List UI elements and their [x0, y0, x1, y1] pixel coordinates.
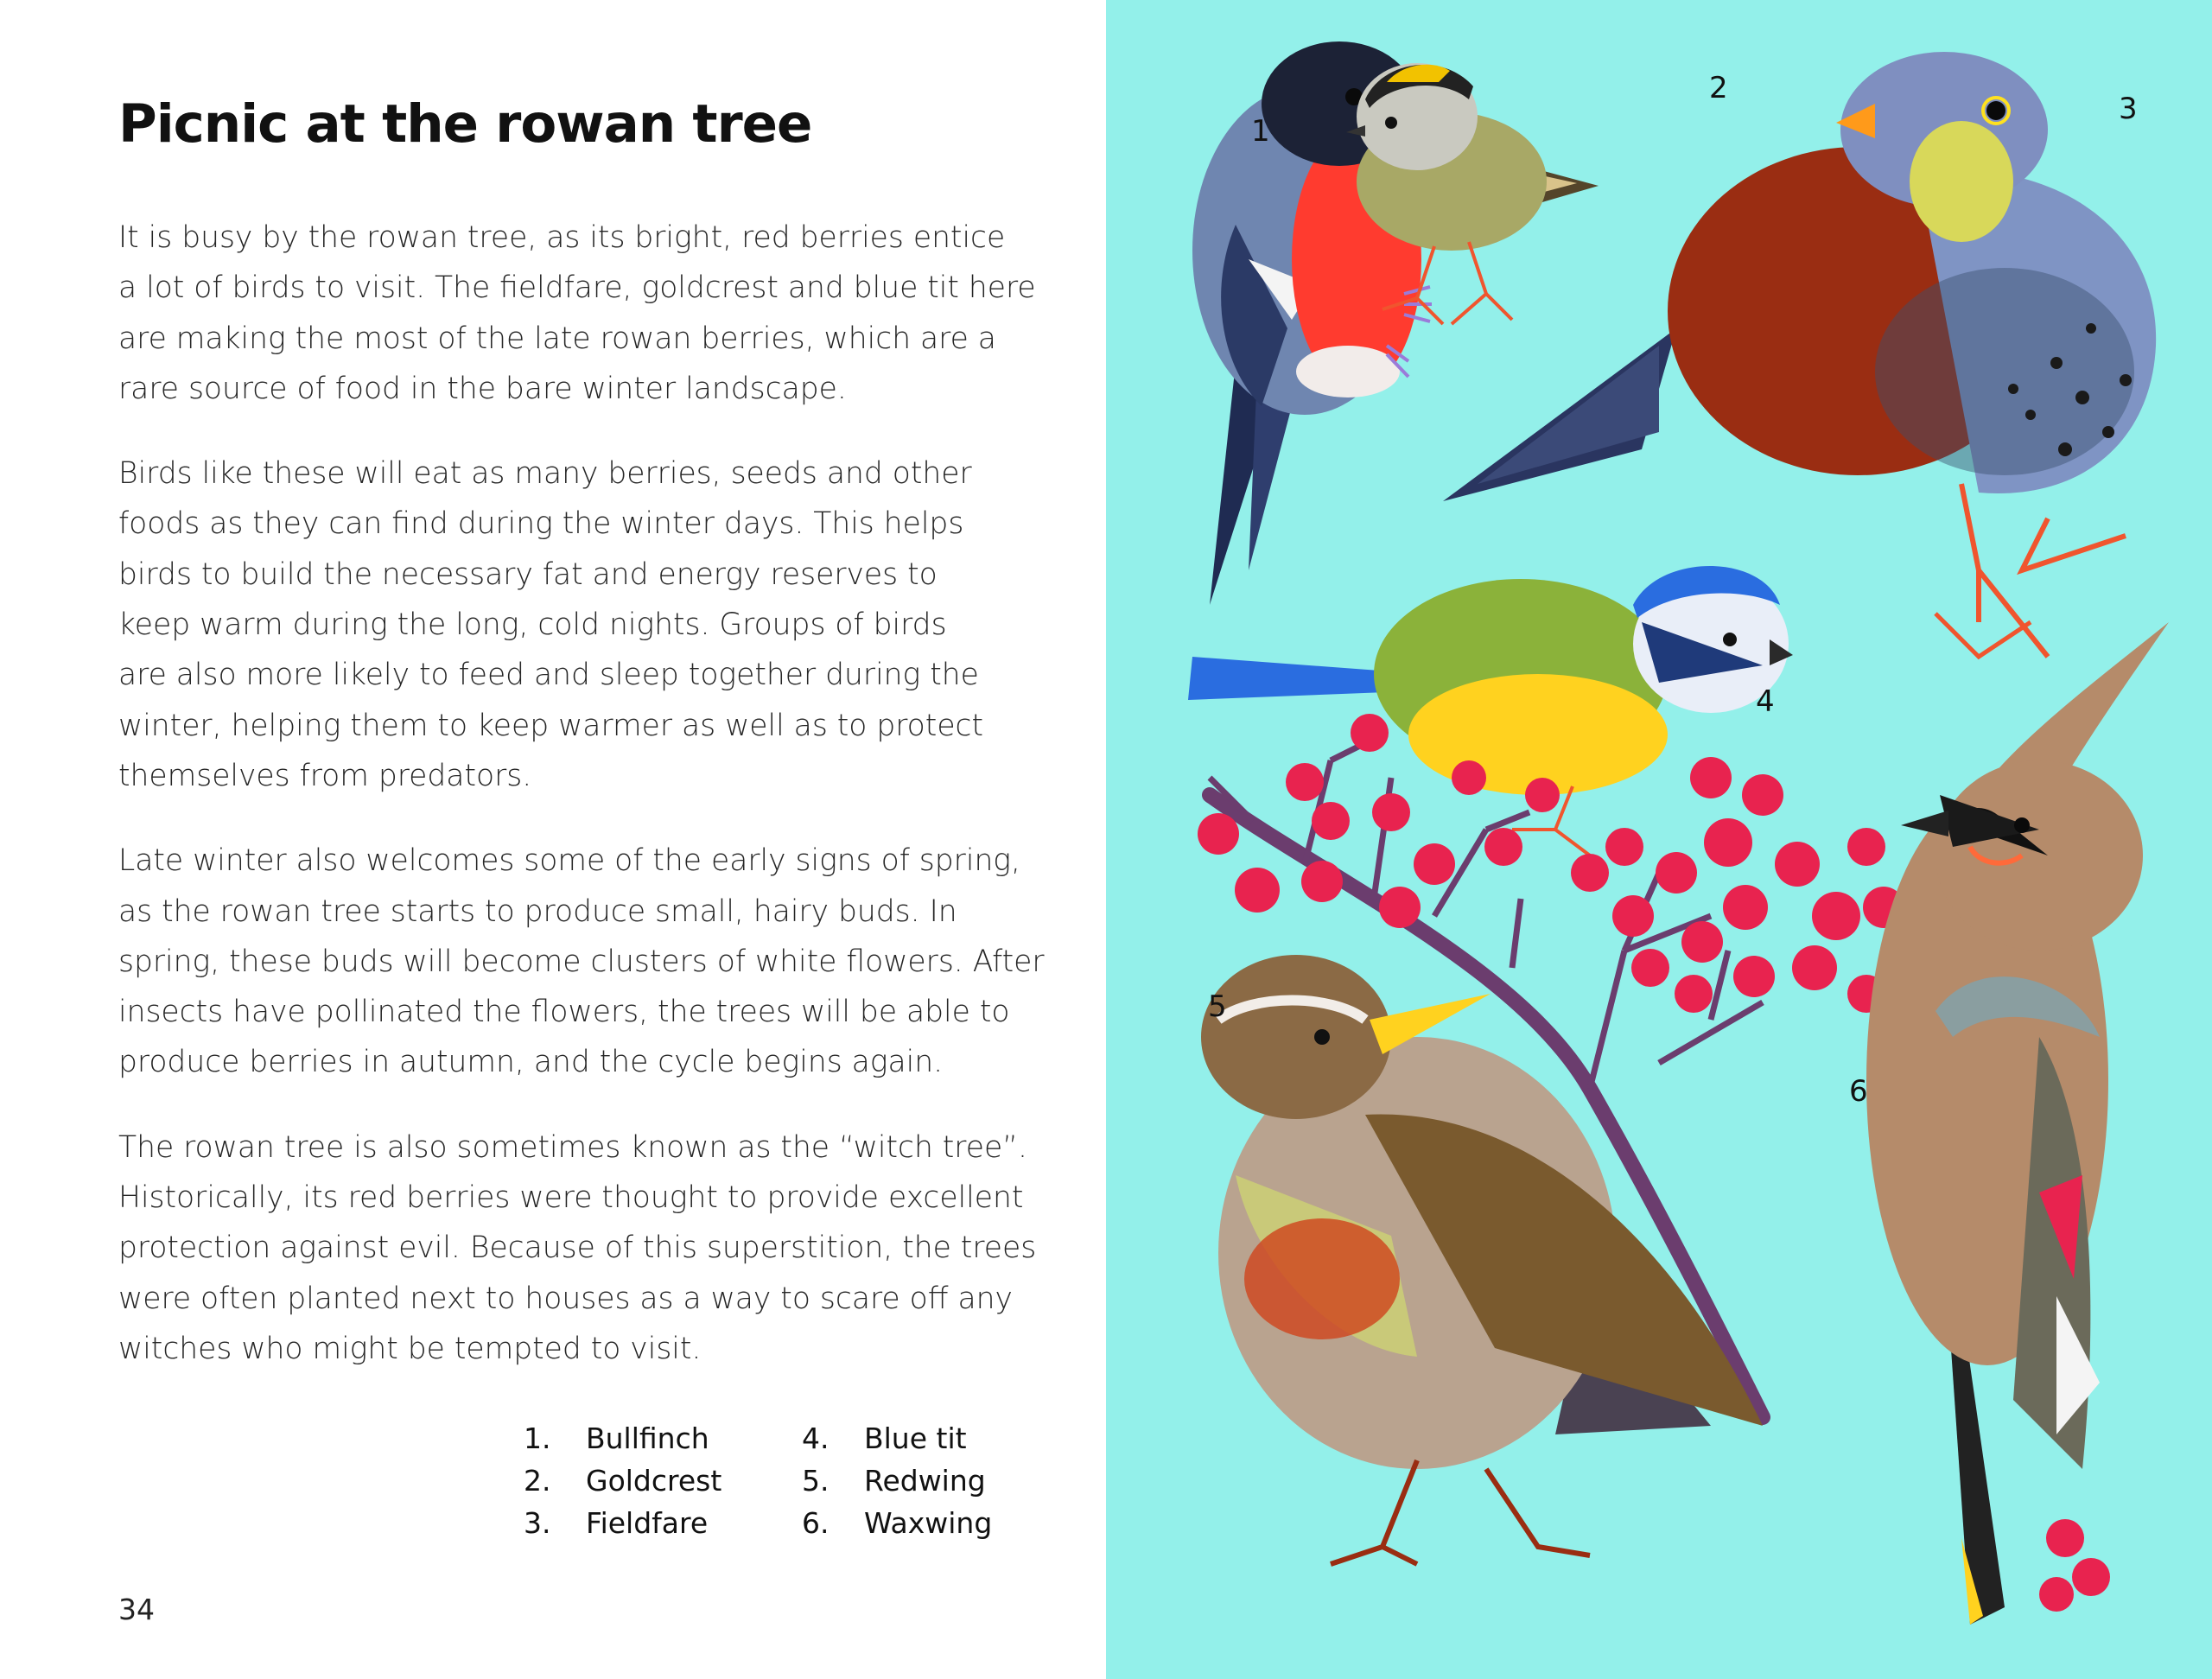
legend-number: 1.	[524, 1421, 551, 1455]
text-line: Birds like these will eat as many berries, seeds and other	[118, 456, 972, 492]
page-title: Picnic at the rowan tree	[118, 93, 812, 155]
legend-item	[802, 1506, 992, 1549]
waxwing-bird	[1866, 622, 2169, 1625]
text-line: birds to build the necessary fat and energy reserves to	[118, 556, 938, 592]
legend-number: 6.	[802, 1506, 830, 1540]
text-line: The rowan tree is also sometimes known as the “witch tree”.	[118, 1129, 1028, 1165]
paragraph-1	[118, 213, 1036, 414]
text-line: themselves from predators.	[118, 758, 532, 793]
text-line: are also more likely to feed and sleep together during the	[118, 658, 979, 693]
paragraph-2	[118, 448, 1026, 801]
text-line: spring, these buds will become clusters of white flowers. After	[118, 944, 1045, 979]
body-text	[118, 213, 1045, 1409]
legend-name: Bullfinch	[586, 1421, 709, 1455]
legend-name: Waxwing	[864, 1506, 993, 1540]
paragraph-3	[118, 836, 1045, 1087]
legend-item	[802, 1421, 992, 1464]
text-line: produce berries in autumn, and the cycle begins again.	[118, 1045, 944, 1080]
bird-label-6: 6	[1849, 1074, 1868, 1109]
legend-name: Fieldfare	[586, 1506, 709, 1540]
legend-number: 5.	[802, 1464, 830, 1498]
bird-legend-column-2	[802, 1421, 992, 1549]
legend-name: Blue tit	[864, 1421, 967, 1455]
text-line: protection against evil. Because of this superstition, the trees	[118, 1231, 1037, 1266]
bird-illustration	[1106, 0, 2212, 1679]
paragraph-4	[118, 1123, 1037, 1374]
legend-number: 3.	[524, 1506, 551, 1540]
text-line: witches who might be tempted to visit.	[118, 1331, 702, 1366]
legend-number: 4.	[802, 1421, 830, 1455]
bird-legend-column-1	[524, 1421, 721, 1549]
text-line: It is busy by the rowan tree, as its bright, red berries entice	[118, 220, 1006, 255]
text-line: as the rowan tree starts to produce small, hairy buds. In	[118, 894, 957, 929]
legend-item	[524, 1421, 721, 1464]
page-number: 34	[118, 1593, 155, 1626]
text-line: were often planted next to houses as a way to scare off any	[118, 1281, 1013, 1316]
bird-label-3: 3	[2119, 92, 2138, 126]
text-line: are making the most of the late rowan berries, which are a	[118, 321, 996, 356]
legend-name: Redwing	[864, 1464, 986, 1498]
text-line: keep warm during the long, cold nights. Groups of birds	[118, 607, 947, 643]
legend-number: 2.	[524, 1464, 551, 1498]
text-line: Historically, its red berries were thought to provide excellent	[118, 1180, 1024, 1216]
legend-name: Goldcrest	[586, 1464, 722, 1498]
bird-label-1: 1	[1251, 114, 1270, 149]
legend-item	[524, 1506, 721, 1549]
illustration-canvas	[1106, 0, 2212, 1679]
text-line: foods as they can find during the winter days. This helps	[118, 506, 964, 542]
text-line: Late winter also welcomes some of the early signs of spring,	[118, 843, 1020, 879]
legend-item	[802, 1464, 992, 1506]
legend-item	[524, 1464, 721, 1506]
fieldfare-bird	[1443, 52, 2156, 657]
text-line: insects have pollinated the flowers, the trees will be able to	[118, 995, 1010, 1030]
blue-tit-bird	[1188, 566, 1793, 855]
text-line: a lot of birds to visit. The fieldfare, goldcrest and blue tit here	[118, 270, 1036, 306]
bird-label-5: 5	[1208, 989, 1227, 1024]
text-line: winter, helping them to keep warmer as well as to protect	[118, 708, 984, 743]
bird-label-4: 4	[1756, 684, 1775, 719]
text-line: rare source of food in the bare winter landscape.	[118, 371, 847, 406]
bird-label-2: 2	[1709, 71, 1728, 105]
